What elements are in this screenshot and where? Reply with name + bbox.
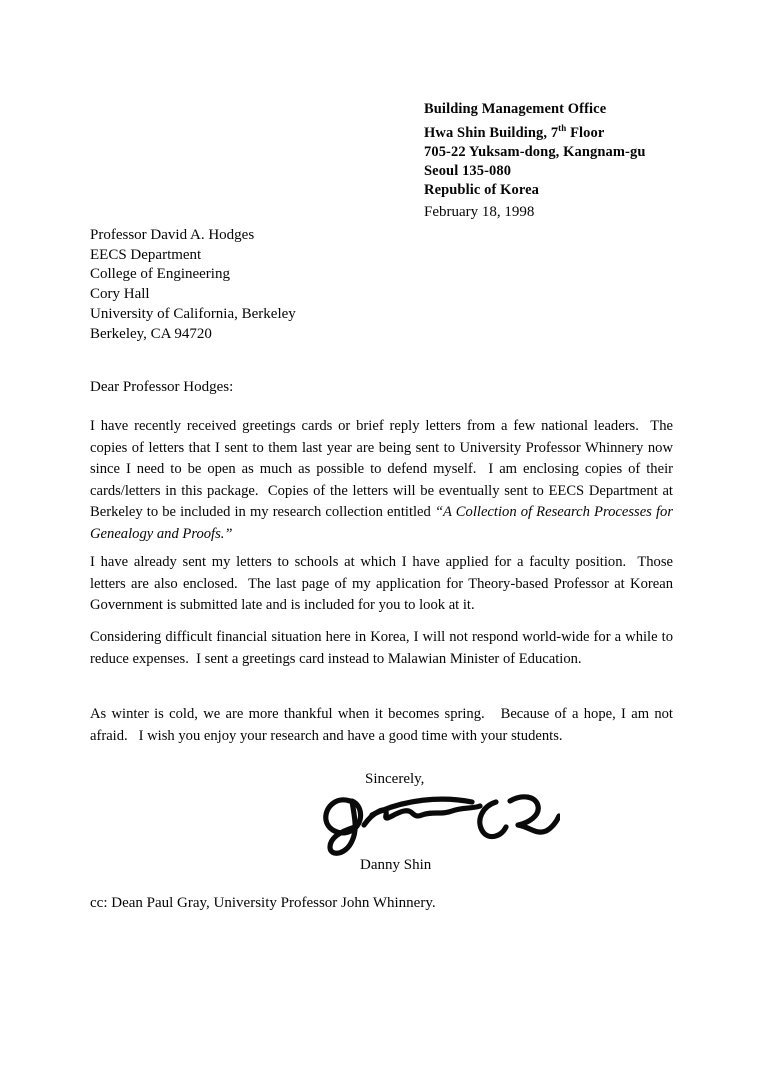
sender-line-building-pre: Hwa Shin Building, 7 — [424, 124, 559, 141]
research-collection-title: “A Collection of Research Processes for Genealogy and Proofs.” — [90, 504, 677, 542]
signature-strokes — [320, 786, 560, 858]
signed-name: Danny Shin — [360, 857, 432, 873]
body-paragraph-1 — [90, 416, 677, 546]
ordinal-superscript: th — [558, 123, 567, 133]
valediction: Sincerely, — [365, 771, 425, 787]
recipient-name: Professor David A. Hodges — [90, 227, 255, 243]
sender-line-street: 705-22 Yuksam-dong, Kangnam-gu — [424, 143, 646, 160]
recipient-college: College of Engineering — [90, 266, 230, 283]
body-paragraph-4: As winter is cold, we are more thankful when it becomes spring. Because of a hope, I am not afraid. I wish you enjoy your research and have a good time with your students. — [90, 706, 677, 744]
sender-line-building — [424, 119, 646, 143]
sender-line-city: Seoul 135-080 — [424, 162, 512, 179]
sender-address-block — [424, 100, 646, 200]
cc-line: cc: Dean Paul Gray, University Professor John Whinnery. — [90, 895, 436, 911]
body-paragraph-2: I have already sent my letters to schools at which I have applied for a faculty position. Those letters are also enclosed. The last page of my application for Theory-based Professor at Korean Government is submitted late and is included for you to look at it. — [90, 554, 677, 614]
salutation: Dear Professor Hodges: — [90, 379, 234, 395]
handwritten-signature — [320, 786, 560, 858]
date-line: February 18, 1998 — [424, 204, 535, 220]
body-paragraph-1-text: I have recently received greetings cards or brief reply letters from a few national leaders. The copies of letters that I sent to them last year are being sent to University Professor Whinnery now since I need to be open as much as possible to defend myself. I am enclosing copies of their cards/letters in this package. Copies of the letters will be eventually sent to EECS Department at Berkeley to be included in my research collection entitled — [90, 418, 677, 521]
sender-line-building-post: Floor — [566, 124, 605, 141]
recipient-address-block — [90, 226, 296, 344]
sender-line-office: Building Management Office — [424, 101, 607, 117]
sender-line-country: Republic of Korea — [424, 181, 540, 198]
recipient-university: University of California, Berkeley — [90, 305, 296, 322]
recipient-department: EECS Department — [90, 246, 202, 263]
recipient-hall: Cory Hall — [90, 286, 150, 303]
body-paragraph-3: Considering difficult financial situation here in Korea, I will not respond world-wide for a while to reduce expenses. I sent a greetings card instead to Malawian Minister of Education. — [90, 629, 677, 667]
recipient-city-zip: Berkeley, CA 94720 — [90, 325, 212, 342]
